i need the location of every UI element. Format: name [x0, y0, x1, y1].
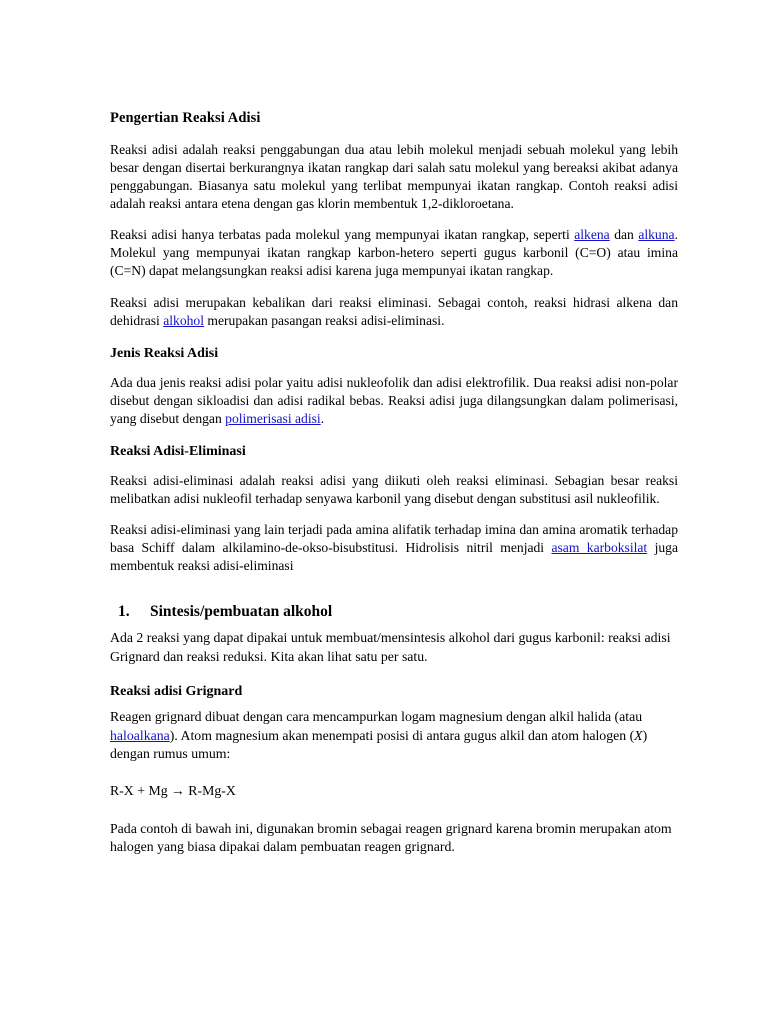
text-segment: juga membentuk reaksi adisi-eliminasi	[110, 540, 678, 574]
paragraph-adisi-eliminasi-1: Reaksi adisi-eliminasi adalah reaksi adisi yang diikuti oleh reaksi eliminasi. Sebagian besar reaksi melibatkan adisi nukleofil terhadap senyawa karbonil yang disebut dengan substitusi asil nukleofilik.	[110, 472, 678, 507]
text-segment: dan	[609, 227, 639, 243]
text-segment: Reaksi adisi hanya terbatas pada molekul yang mempunyai ikatan rangkap, seperti	[110, 227, 575, 243]
numbered-heading-sintesis	[110, 603, 678, 621]
text-segment: ). Atom magnesium akan menempati posisi di antara gugus alkil dan atom halogen (	[169, 727, 635, 743]
text-segment: merupakan pasangan reaksi adisi-eliminasi.	[204, 312, 445, 328]
text-segment: . Molekul yang mempunyai ikatan rangkap karbon-hetero seperti gugus karbonil (C=O) atau imina (C=N) dapat melangsungkan reaksi adisi karena juga mempunyai ikatan rangkap.	[110, 227, 678, 279]
link-haloalkana[interactable]: haloalkana	[110, 727, 170, 743]
list-heading-text: Sintesis/pembuatan alkohol	[150, 603, 333, 621]
text-segment: Reagen grignard dibuat dengan cara mencampurkan logam magnesium dengan alkil halida (atau	[110, 709, 643, 725]
text-segment: Ada dua jenis reaksi adisi polar yaitu adisi nukleofolik dan adisi elektrofilik. Dua reaksi adisi non-polar disebut dengan sikloadisi dan adisi radikal bebas. Reaksi adisi juga dilangsungkan dalam polimerisasi, yang disebut dengan	[110, 374, 678, 426]
chemical-formula: R-X + Mg → R-Mg-X	[110, 782, 236, 798]
text-segment: Reaksi adisi-eliminasi yang lain terjadi pada amina alifatik terhadap imina dan amina aromatik terhadap basa Schiff dalam alkilamino-de-okso-bisubstitusi. Hidrolisis nitril menjadi	[110, 522, 678, 556]
paragraph-sintesis-intro: Ada 2 reaksi yang dapat dipakai untuk membuat/mensintesis alkohol dari gugus karbonil: reaksi adisi Grignard dan reaksi reduksi. Kita akan lihat satu per satu.	[110, 630, 671, 664]
text-segment: Reaksi adisi merupakan kebalikan dari reaksi eliminasi. Sebagai contoh, reaksi hidrasi alkena dan dehidrasi	[110, 294, 678, 328]
paragraph-ikatan-rangkap	[110, 226, 678, 280]
variable-x: X	[634, 727, 643, 743]
link-asam-karboksilat[interactable]: asam karboksilat	[551, 540, 648, 556]
page-title: Pengertian Reaksi Adisi	[110, 110, 261, 126]
link-alkena[interactable]: alkena	[574, 227, 610, 243]
heading-reaksi-adisi-eliminasi: Reaksi Adisi-Eliminasi	[110, 443, 246, 459]
text-segment: .	[320, 410, 325, 426]
link-alkohol[interactable]: alkohol	[163, 312, 205, 328]
paragraph-definition	[110, 141, 678, 213]
paragraph-bromin: Pada contoh di bawah ini, digunakan bromin sebagai reagen grignard karena bromin merupakan atom halogen yang biasa dipakai dalam pembuatan reagen grignard.	[110, 820, 672, 855]
paragraph-kebalikan-eliminasi	[110, 294, 678, 330]
link-polimerisasi-adisi[interactable]: polimerisasi adisi	[225, 410, 321, 426]
paragraph-adisi-eliminasi-2	[110, 521, 678, 575]
link-alkuna[interactable]: alkuna	[638, 227, 675, 243]
list-number: 1.	[118, 603, 130, 621]
heading-jenis-reaksi-adisi: Jenis Reaksi Adisi	[110, 345, 219, 361]
paragraph-jenis-reaksi	[110, 374, 678, 428]
heading-reaksi-adisi-grignard: Reaksi adisi Grignard	[110, 684, 243, 700]
paragraph-grignard-desc	[110, 708, 678, 763]
paragraph-definition-text: Reaksi adisi adalah reaksi penggabungan dua atau lebih molekul menjadi sebuah molekul yang lebih besar dengan disertai berkurangnya ikatan rangkap dari salah satu molekul yang bereaksi akibat adanya penggabungan. Biasanya satu molekul yang terlibat mempunyai ikatan rangkap. Contoh reaksi adisi adalah reaksi antara etena dengan gas klorin membentuk 1,2-dikloroetana.	[110, 142, 678, 212]
text-segment: ) dengan rumus umum:	[110, 727, 648, 762]
